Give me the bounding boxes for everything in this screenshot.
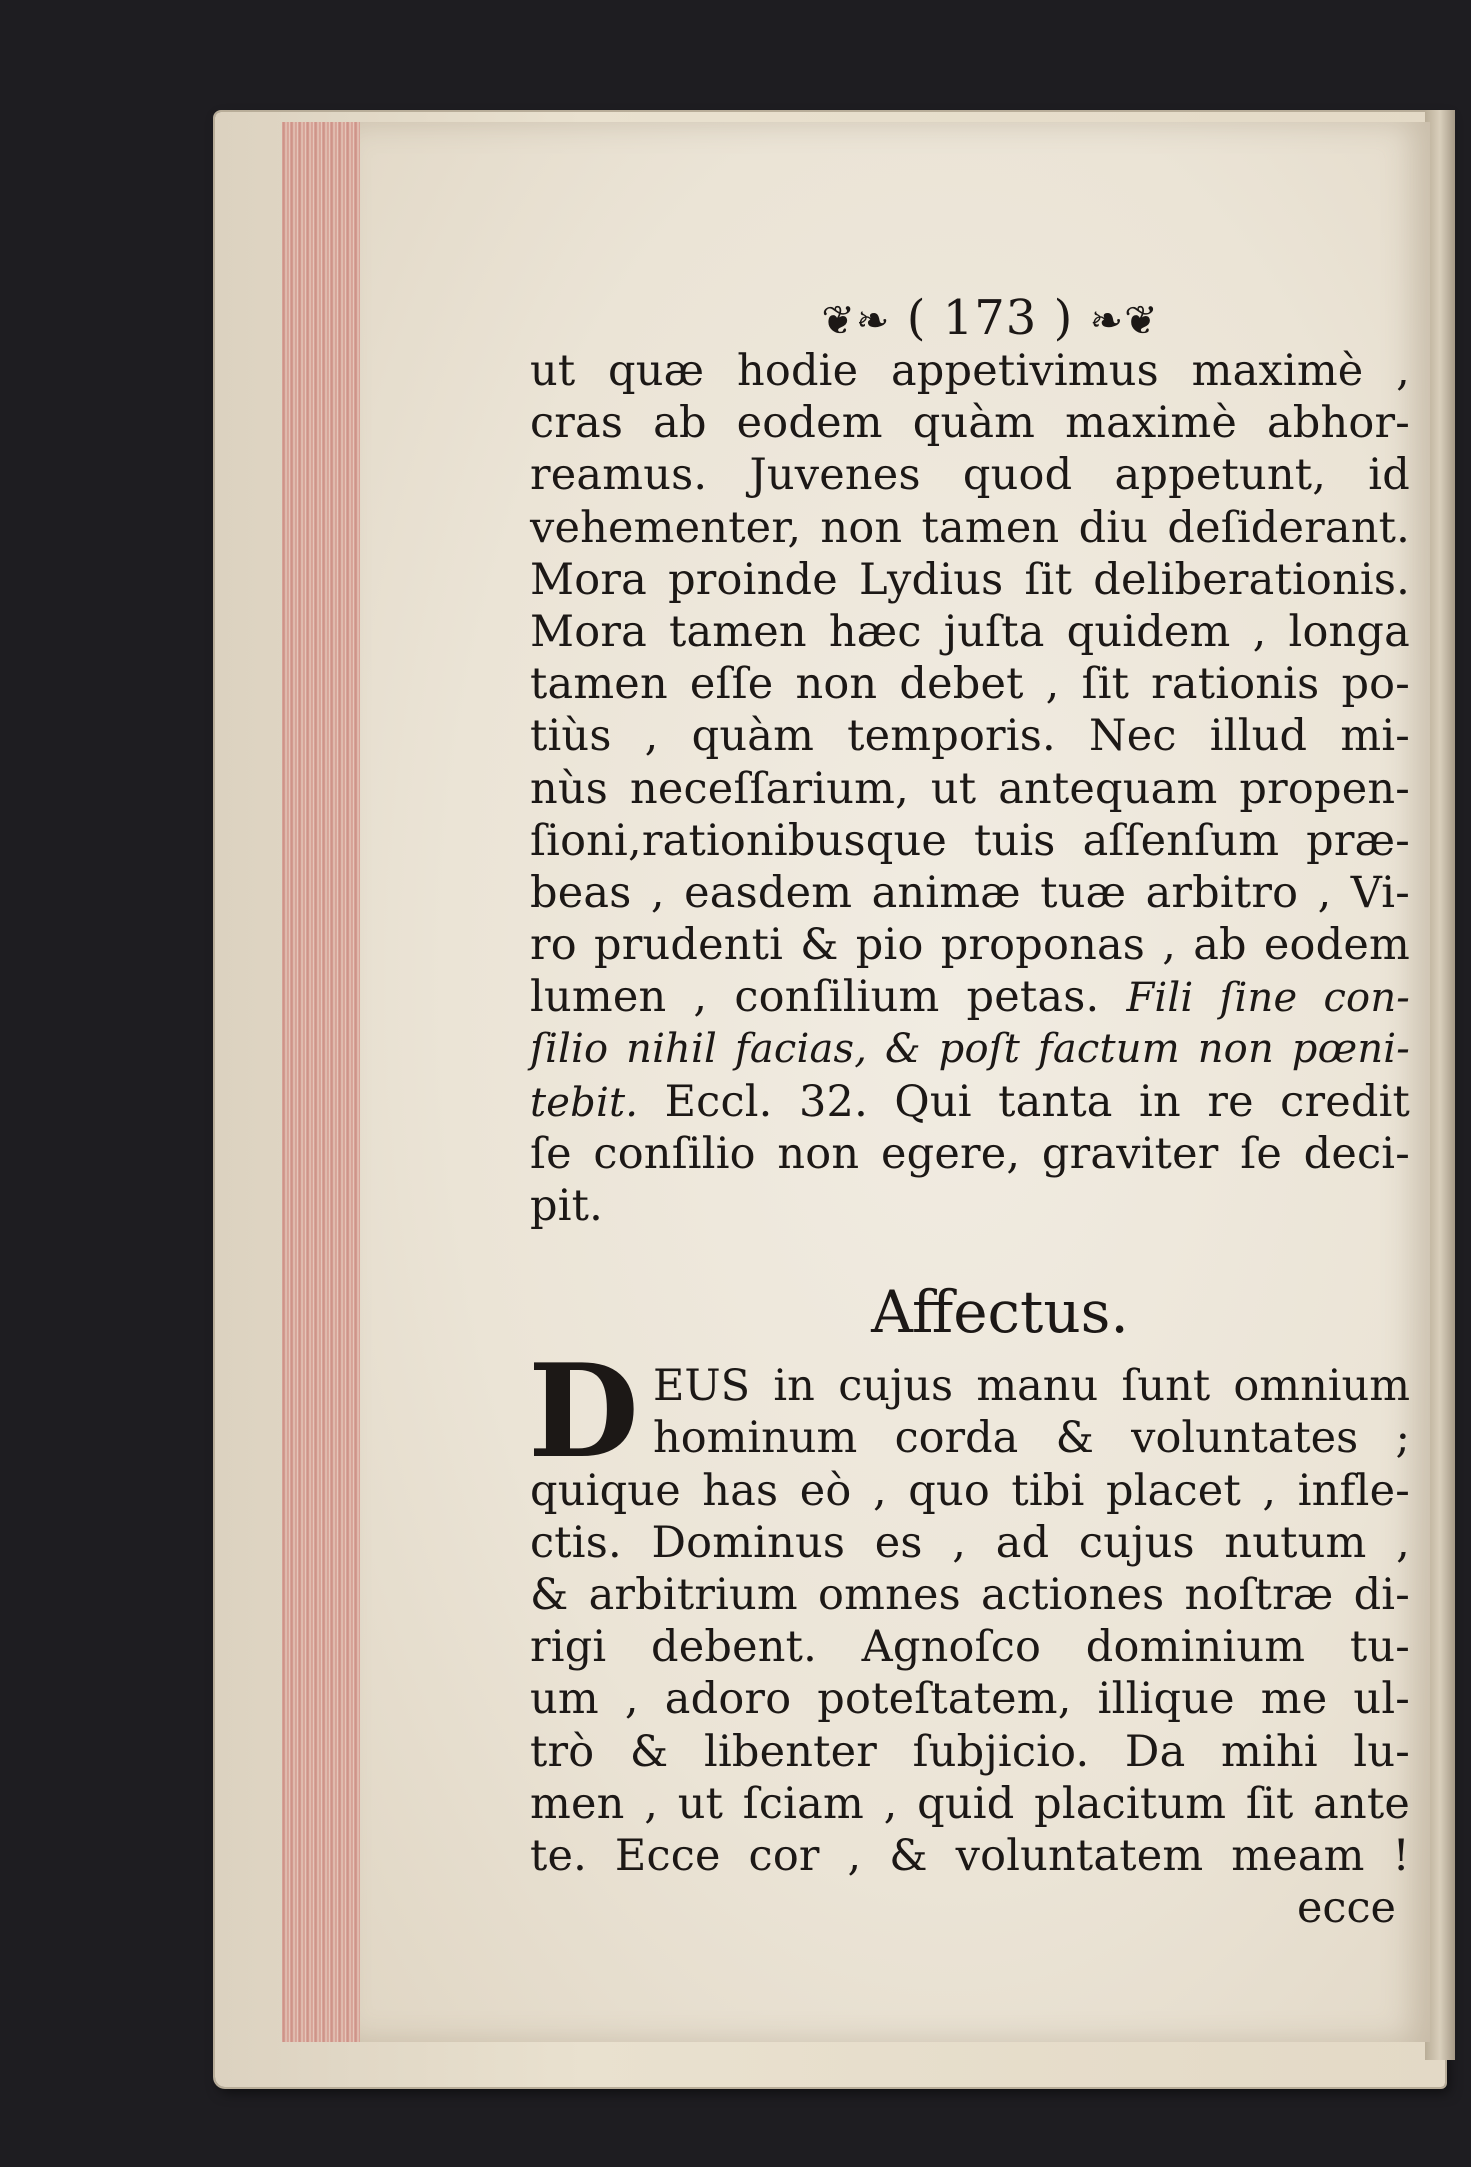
page-number: ( 173 ) bbox=[906, 290, 1074, 346]
text-line: beas , easdem animæ tuæ arbitro , Vi- bbox=[530, 867, 1410, 918]
text-line: Mora proinde Lydius ſit deliberationis. bbox=[530, 554, 1410, 605]
text-line-mixed bbox=[530, 1076, 1410, 1128]
text-line: hominum corda & voluntates ; bbox=[653, 1413, 1410, 1464]
text-line: tiùs , quàm temporis. Nec illud mi- bbox=[530, 711, 1410, 762]
text-line: trò & libenter ſubjicio. Da mihi lu- bbox=[530, 1726, 1410, 1777]
section-heading: Affectus. bbox=[871, 1278, 1129, 1347]
text-line: vehementer, non tamen diu deſiderant. bbox=[530, 502, 1410, 553]
scripture-quote-line: ſilio nihil facias, & poſt factum non pœni- bbox=[530, 1026, 1410, 1073]
text-line: ut quæ hodie appetivimus maximè , bbox=[530, 346, 1410, 396]
text-roman: Eccl. 32. Qui tanta in re credit bbox=[664, 1076, 1410, 1127]
page-text bbox=[530, 290, 1410, 1934]
right-ornament-icon: ❧❦ bbox=[1089, 298, 1159, 344]
paragraph-1 bbox=[530, 345, 1410, 1232]
left-ornament-icon: ❦❧ bbox=[821, 298, 891, 344]
text-line: um , adoro poteſtatem, illique me ul- bbox=[530, 1674, 1410, 1725]
text-line: pit. bbox=[530, 1181, 604, 1231]
text-line: ſioni,rationibusque tuis aſſenſum præ- bbox=[530, 815, 1410, 866]
scripture-quote: Fili ſine con- bbox=[1126, 975, 1411, 1022]
text-line: reamus. Juvenes quod appetunt, id bbox=[530, 450, 1410, 501]
text-line: Mora tamen hæc juſta quidem , longa bbox=[530, 606, 1410, 657]
text-line: quique has eò , quo tibi placet , infle- bbox=[530, 1465, 1410, 1516]
text-line: cras ab eodem quàm maximè abhor- bbox=[530, 398, 1410, 449]
catchword: ecce bbox=[1296, 1883, 1396, 1934]
text-line: & arbitrium omnes actiones noſtræ di- bbox=[530, 1569, 1410, 1620]
text-line: tamen eſſe non debet , ſit rationis po- bbox=[530, 659, 1410, 710]
text-line: EUS in cujus manu ſunt omnium bbox=[653, 1361, 1410, 1412]
text-line: ctis. Dominus es , ad cujus nutum , bbox=[530, 1517, 1410, 1568]
red-sprinkled-page-edges bbox=[282, 122, 360, 2042]
text-roman: lumen , conſilium petas. bbox=[530, 972, 1100, 1023]
drop-cap: D bbox=[528, 1337, 639, 1488]
text-line: men , ut ſciam , quid placitum ſit ante bbox=[530, 1778, 1410, 1829]
text-line: te. Ecce cor , & voluntatem meam ! bbox=[530, 1830, 1410, 1881]
text-line: rigi debent. Agnoſco dominium tu- bbox=[530, 1622, 1410, 1673]
paragraph-2 bbox=[528, 1337, 1410, 1882]
text-line: ſe conſilio non egere, graviter ſe deci- bbox=[530, 1128, 1410, 1179]
text-line: ro prudenti & pio proponas , ab eodem bbox=[530, 920, 1410, 971]
text-line-mixed bbox=[530, 971, 1410, 1023]
scripture-quote: tebit. bbox=[530, 1079, 639, 1126]
text-line: nùs neceſſarium, ut antequam propen- bbox=[530, 763, 1410, 814]
running-header bbox=[570, 290, 1410, 349]
